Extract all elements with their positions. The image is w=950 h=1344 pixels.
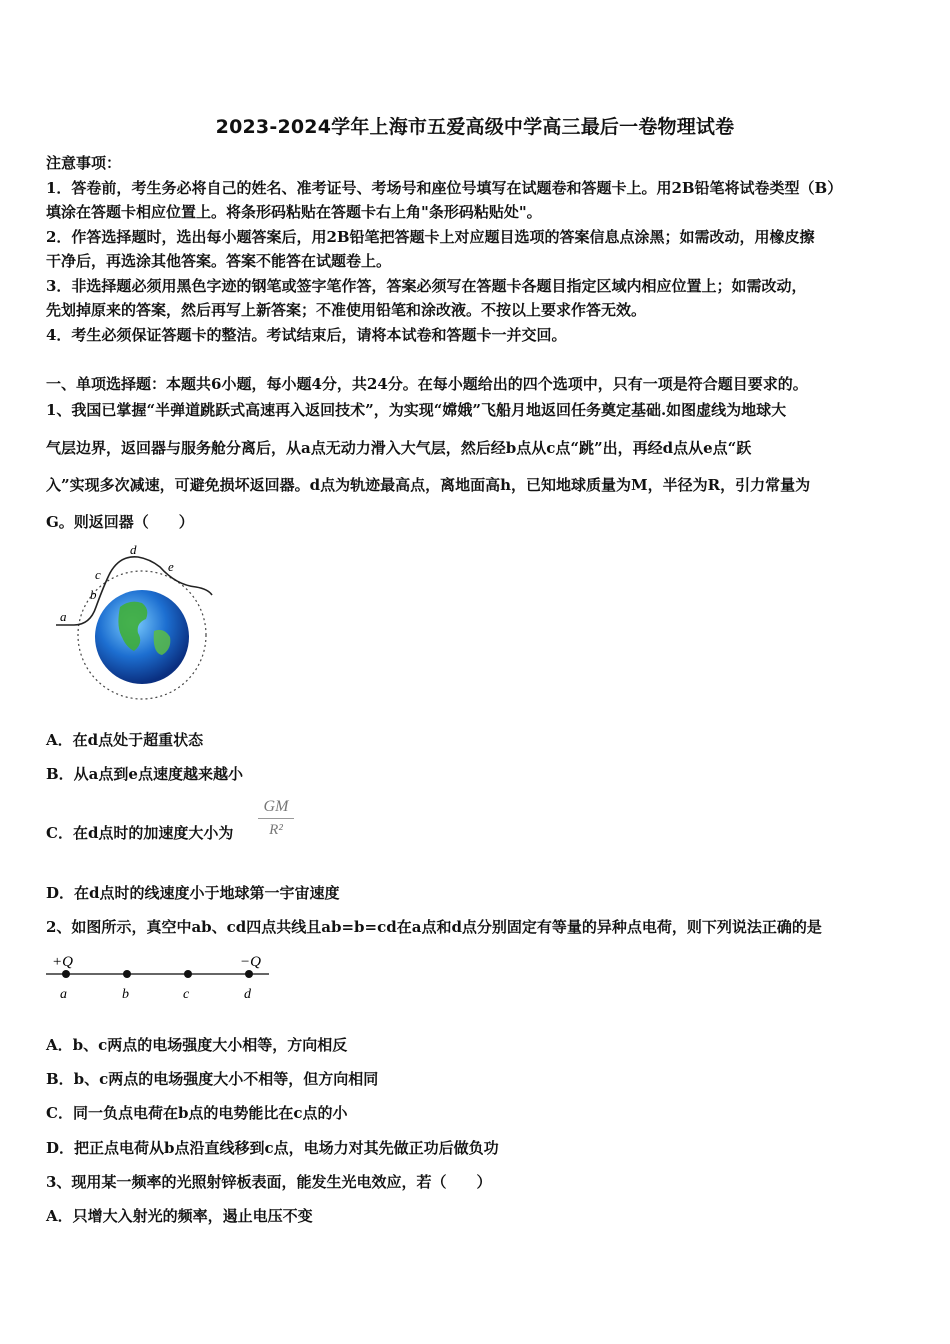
label-d: d xyxy=(244,987,251,1002)
point-label-e: e xyxy=(168,559,174,574)
point-c xyxy=(184,970,192,978)
notice-line: 填涂在答题卡相应位置上。将条形码粘贴在答题卡右上角"条形码粘贴处"。 xyxy=(46,203,542,221)
point-label-a: a xyxy=(60,609,67,624)
earth-trajectory-figure xyxy=(50,545,220,710)
fraction-denominator: R² xyxy=(269,822,283,838)
charge-positive: +Q xyxy=(52,954,73,970)
label-c: c xyxy=(183,987,190,1002)
notice-line: 先划掉原来的答案，然后再写上新答案；不准使用铅笔和涂改液。不按以上要求作答无效。 xyxy=(46,301,647,319)
question-3-stem: 3、现用某一频率的光照射锌板表面，能发生光电效应，若（ ） xyxy=(46,1173,492,1191)
point-label-d: d xyxy=(130,545,137,557)
section-heading: 一、单项选择题：本题共6小题，每小题4分，共24分。在每小题给出的四个选项中，只有一项是符合题目要求的。 xyxy=(46,375,808,393)
notice-heading: 注意事项： xyxy=(46,154,122,172)
point-label-c: c xyxy=(95,567,101,582)
q3-option-a: A．只增大入射光的频率，遏止电压不变 xyxy=(46,1207,313,1225)
fraction-numerator: GM xyxy=(258,796,294,819)
label-b: b xyxy=(122,987,129,1002)
q1-option-d: D．在d点时的线速度小于地球第一宇宙速度 xyxy=(46,884,340,902)
question-1-line: 气层边界，返回器与服务舱分离后，从a点无动力滑入大气层，然后经b点从c点“跳”出，再经d点从e点“跃 xyxy=(46,439,752,457)
point-b xyxy=(123,970,131,978)
q1-option-c: C．在d点时的加速度大小为 xyxy=(46,824,234,842)
question-1-line: 1、我国已掌握“半弹道跳跃式高速再入返回技术”，为实现“嫦娥”飞船月地返回任务奠定基础.如图虚线为地球大 xyxy=(46,401,787,419)
q1-option-b: B．从a点到e点速度越来越小 xyxy=(46,765,243,783)
charge-negative: −Q xyxy=(240,954,261,970)
question-1-line: G。则返回器（ ） xyxy=(46,513,194,531)
q2-option-c: C．同一负点电荷在b点的电势能比在c点的小 xyxy=(46,1104,348,1122)
notice-line: 4．考生必须保证答题卡的整洁。考试结束后，请将本试卷和答题卡一并交回。 xyxy=(46,326,567,344)
point-label-b: b xyxy=(90,587,97,602)
point-d xyxy=(245,970,253,978)
notice-line: 干净后，再选涂其他答案。答案不能答在试题卷上。 xyxy=(46,252,392,270)
q2-option-b: B．b、c两点的电场强度大小不相等，但方向相同 xyxy=(46,1070,379,1088)
notice-line: 2．作答选择题时，选出每小题答案后，用2B铅笔把答题卡上对应题目选项的答案信息点涂黑；如需改动，用橡皮擦 xyxy=(46,228,815,246)
question-2-stem: 2、如图所示，真空中ab、cd四点共线且ab=b=cd在a点和d点分别固定有等量的异种点电荷，则下列说法正确的是 xyxy=(46,918,822,936)
notice-line: 1．答卷前，考生务必将自己的姓名、准考证号、考场号和座位号填写在试题卷和答题卡上。用2B铅笔将试卷类型（B） xyxy=(46,179,843,197)
page-title: 2023-2024学年上海市五爱高级中学高三最后一卷物理试卷 xyxy=(215,116,735,138)
label-a: a xyxy=(60,987,67,1002)
q2-option-d: D．把正点电荷从b点沿直线移到c点，电场力对其先做正功后做负功 xyxy=(46,1139,499,1157)
q1-option-a: A．在d点处于超重状态 xyxy=(46,731,204,749)
point-a xyxy=(62,970,70,978)
notice-line: 3．非选择题必须用黑色字迹的钢笔或签字笔作答，答案必须写在答题卡各题目指定区域内相应位置上；如需改动， xyxy=(46,277,807,295)
fraction-gm-over-r2 xyxy=(258,796,294,841)
question-1-line: 入”实现多次减速，可避免损坏返回器。d点为轨迹最高点，离地面高h，已知地球质量为M，半径为R，引力常量为 xyxy=(46,476,811,494)
q2-option-a: A．b、c两点的电场强度大小相等，方向相反 xyxy=(46,1036,348,1054)
charges-line-figure xyxy=(44,948,274,1004)
